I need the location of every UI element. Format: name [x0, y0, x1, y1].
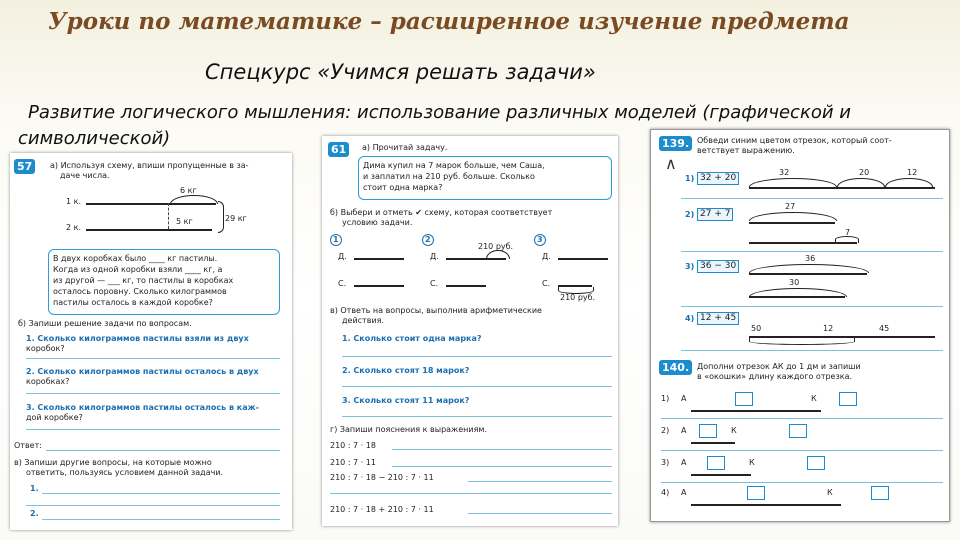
question-number: 2. [30, 509, 39, 518]
item-number: 3) [661, 458, 670, 467]
answer-line[interactable] [330, 493, 612, 494]
segment-label: 7 [845, 228, 851, 237]
label: С. [338, 279, 347, 288]
task-text: г) Запиши пояснения к выражениям. [330, 425, 487, 434]
answer-label: Ответ: [14, 441, 42, 450]
expression-box: 36 − 30 [697, 260, 739, 273]
problem-line: осталось поровну. Сколько килограммов [53, 287, 227, 296]
segment-line [354, 258, 404, 260]
answer-line[interactable] [42, 519, 280, 520]
label: 210 руб. [478, 242, 514, 251]
point-label: К [827, 488, 833, 497]
brace-arc [837, 178, 885, 187]
task-text: условию задачи. [342, 218, 413, 227]
point-label: А [681, 394, 687, 403]
answer-line[interactable] [342, 386, 612, 387]
answer-line[interactable] [46, 450, 280, 451]
task-text: а) Используя схему, впиши пропущенные в за- [50, 161, 249, 170]
segment-line [558, 258, 608, 260]
segment-ak [691, 410, 821, 412]
task-number: 140. [659, 360, 692, 375]
description: Развитие логического мышления: использование различных моделей (графической и символической) [18, 102, 851, 149]
answer-line[interactable] [468, 481, 612, 482]
segment-label: 12 [823, 324, 834, 333]
item-number: 3) [685, 262, 695, 271]
item-number: 2) [661, 426, 670, 435]
answer-box[interactable] [735, 392, 753, 406]
segment-line [446, 285, 486, 287]
problem-line: В двух коробках было ____ кг пастилы. [53, 254, 218, 263]
answer-line[interactable] [26, 393, 280, 394]
expression-box: 32 + 20 [697, 172, 739, 185]
segment-label: 30 [789, 278, 800, 287]
answer-line[interactable] [42, 493, 280, 494]
expression: 210 : 7 · 18 − 210 : 7 · 11 [330, 473, 434, 482]
segment-ak [691, 474, 751, 476]
scheme-number: 2 [422, 234, 434, 246]
brace-arc [170, 195, 218, 204]
answer-line[interactable] [342, 356, 612, 357]
task-text: ветствует выражению. [697, 146, 795, 155]
answer-line [681, 306, 943, 307]
segment-label: 50 [751, 324, 762, 333]
page-title: Уроки по математике – расширенное изучение предмета [48, 8, 850, 35]
answer-line[interactable] [392, 466, 612, 467]
brace-arc [749, 178, 837, 187]
point-label: А [681, 426, 687, 435]
problem-box [48, 249, 280, 315]
problem-line: из другой — ___ кг, то пастилы в коробках [53, 276, 234, 285]
brace-right [218, 201, 224, 233]
segment-label: 27 [785, 202, 796, 211]
segment-ak [691, 442, 735, 444]
question: коробках? [26, 377, 70, 386]
item-number: 2) [685, 210, 695, 219]
expression: 210 : 7 · 18 [330, 441, 376, 450]
item-number: 1) [685, 174, 695, 183]
label: Д. [338, 252, 347, 261]
segment-line [749, 222, 835, 224]
answer-box[interactable] [871, 486, 889, 500]
task-text: б) Выбери и отметь ✔ схему, которая соответствует [330, 208, 553, 217]
point-label: К [749, 458, 755, 467]
label: С. [542, 279, 551, 288]
course-subtitle: Спецкурс «Учимся решать задачи» [205, 60, 596, 84]
segment-line [749, 273, 867, 275]
answer-box[interactable] [699, 424, 717, 438]
point-label: А [681, 488, 687, 497]
answer-box[interactable] [747, 486, 765, 500]
question: 2. Сколько килограммов пастилы осталось в двух [26, 367, 259, 376]
label: Д. [430, 252, 439, 261]
problem-line: и заплатил на 210 руб. больше. Сколько [363, 172, 535, 181]
answer-box[interactable] [707, 456, 725, 470]
question: 3. Сколько килограммов пастилы осталось в каж- [26, 403, 259, 412]
task-text: в «окошки» длину каждого отрезка. [697, 372, 853, 381]
compass-icon: ∧ [665, 154, 677, 173]
label: 6 кг [180, 186, 197, 195]
question: дой коробке? [26, 413, 83, 422]
task-number: 61 [328, 142, 349, 157]
segment-label: 36 [805, 254, 816, 263]
expression-box: 12 + 45 [697, 312, 739, 325]
segment-line [354, 285, 404, 287]
answer-line [661, 418, 943, 419]
point-label: К [731, 426, 737, 435]
problem-line: пастилы осталось в каждой коробке? [53, 298, 213, 307]
task-text: Дополни отрезок АК до 1 дм и запиши [697, 362, 861, 371]
label: 29 кг [225, 214, 247, 223]
label: 210 руб. [560, 293, 596, 302]
answer-line[interactable] [392, 449, 612, 450]
task-number: 57 [14, 159, 35, 174]
answer-line [661, 450, 943, 451]
answer-line [681, 350, 943, 351]
answer-line [661, 482, 943, 483]
textbook-page-139-140 [650, 129, 950, 522]
answer-line[interactable] [26, 358, 280, 359]
segment-label: 32 [779, 168, 790, 177]
task-text: в) Запиши другие вопросы, на которые можно [14, 458, 212, 467]
answer-box[interactable] [789, 424, 807, 438]
segment-line [749, 296, 845, 298]
task-text: б) Запиши решение задачи по вопросам. [18, 319, 192, 328]
brace-arc [749, 212, 837, 221]
problem-line: стоит одна марка? [363, 183, 443, 192]
scheme-number: 1 [330, 234, 342, 246]
segment-label: 20 [859, 168, 870, 177]
answer-box[interactable] [839, 392, 857, 406]
question: 1. Сколько килограммов пастилы взяли из двух [26, 334, 249, 343]
task-text: даче числа. [60, 171, 110, 180]
dashed-guide [168, 203, 169, 229]
question: 1. Сколько стоит одна марка? [342, 334, 482, 343]
problem-line: Дима купил на 7 марок больше, чем Саша, [363, 161, 545, 170]
task-text: действия. [342, 316, 384, 325]
segment-line [749, 187, 935, 189]
brace-arc [885, 178, 933, 187]
answer-box[interactable] [807, 456, 825, 470]
answer-line[interactable] [342, 416, 612, 417]
item-number: 4) [661, 488, 670, 497]
question: 3. Сколько стоят 11 марок? [342, 396, 470, 405]
item-number: 4) [685, 314, 695, 323]
question: 2. Сколько стоят 18 марок? [342, 366, 470, 375]
brace-arc [749, 264, 869, 273]
answer-line[interactable] [26, 429, 280, 430]
answer-line [681, 251, 943, 252]
answer-line[interactable] [26, 505, 280, 506]
label: С. [430, 279, 439, 288]
point-label: К [811, 394, 817, 403]
task-number: 139. [659, 136, 692, 151]
task-text: ответить, пользуясь условием данной задачи. [26, 468, 224, 477]
segment-label: 12 [907, 168, 918, 177]
segment-ak [691, 504, 841, 506]
task-text: Обведи синим цветом отрезок, который соот- [697, 136, 892, 145]
question: коробок? [26, 344, 65, 353]
answer-line [681, 198, 943, 199]
brace-arc [749, 338, 855, 345]
answer-line[interactable] [468, 513, 612, 514]
textbook-page-57 [10, 153, 292, 530]
segment-line [86, 229, 212, 231]
expression: 210 : 7 · 11 [330, 458, 376, 467]
row-label: 2 к. [66, 223, 82, 232]
segment-label: 45 [879, 324, 890, 333]
problem-line: Когда из одной коробки взяли ____ кг, а [53, 265, 223, 274]
textbook-page-61 [322, 136, 618, 526]
point-label: А [681, 458, 687, 467]
task-text: в) Ответь на вопросы, выполнив арифметические [330, 306, 542, 315]
task-text: а) Прочитай задачу. [362, 143, 448, 152]
expression: 210 : 7 · 18 + 210 : 7 · 11 [330, 505, 434, 514]
label: Д. [542, 252, 551, 261]
problem-box [358, 156, 612, 200]
row-label: 1 к. [66, 197, 82, 206]
item-number: 1) [661, 394, 670, 403]
expression-box: 27 + 7 [697, 208, 733, 221]
scheme-number: 3 [534, 234, 546, 246]
question-number: 1. [30, 484, 39, 493]
label: 5 кг [176, 217, 193, 226]
